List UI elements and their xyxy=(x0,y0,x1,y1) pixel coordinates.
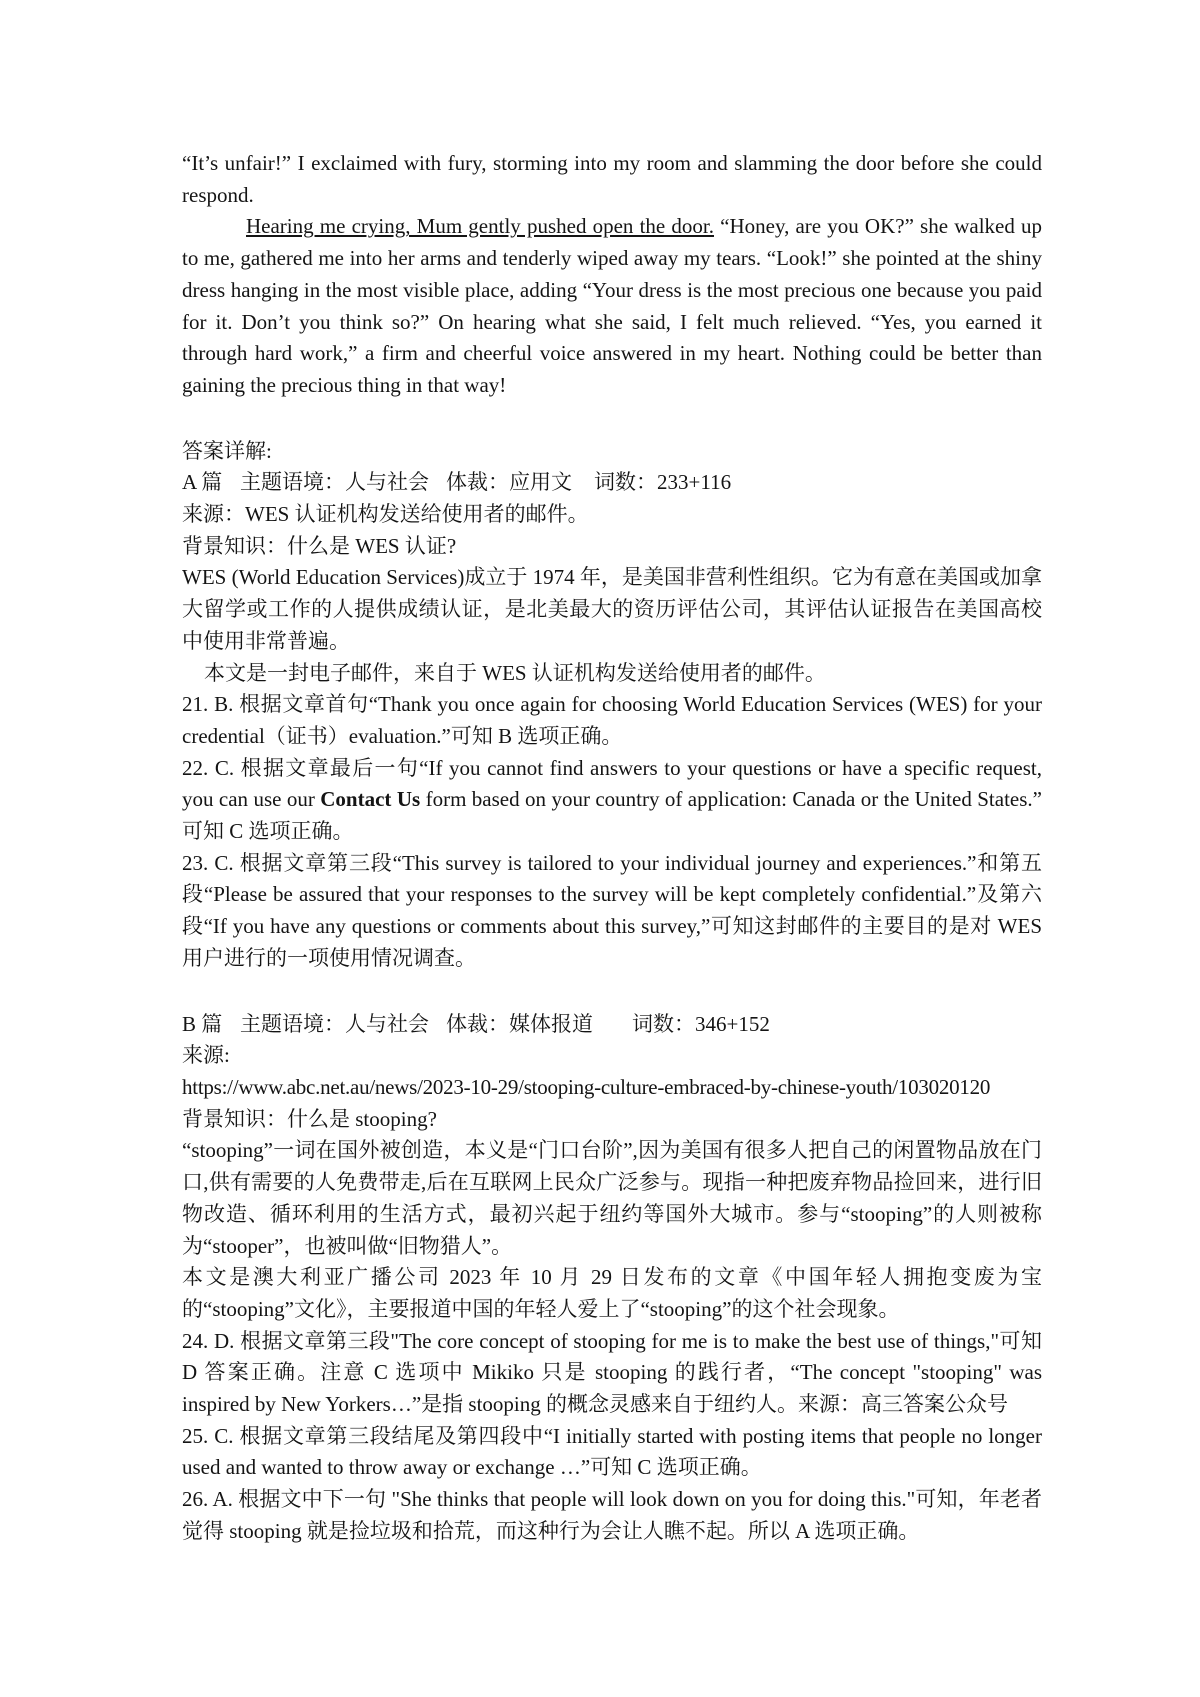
answer-23: 23. C. 根据文章第三段“This survey is tailored to your individual journey and experiences.”和第五段“Please be assured that your responses to the survey will be kept completely confidential.”及第六段“If you have any questions or comments about this survey,”可知这封邮件的主要目的是对 WES 用户进行的一项使用情况调查。 xyxy=(182,850,1042,970)
passage-b-background-text: “stooping”一词在国外被创造，本义是“门口台阶”,因为美国有很多人把自己的闲置物品放在门口,供有需要的人免费带走,后在互联网上民众广泛参与。现指一种把废弃物品捡回来，进行旧物改造、循环利用的生活方式，最初兴起于纽约等国外大城市。参与“stooping”的人则被称为“stooper”，也被叫做“旧物猎人”。 xyxy=(182,1138,1042,1258)
passage-a-words: 词数：233+116 xyxy=(594,470,732,495)
passage-b-theme: 主题语境：人与社会 xyxy=(240,1011,429,1036)
answer-22 xyxy=(182,753,1042,848)
answer-26: 26. A. 根据文中下一句 "She thinks that people will look down on you for doing this."可知，年老者觉得 stooping 就是捡垃圾和拾荒，而这种行为会让人瞧不起。所以 A 选项正确。 xyxy=(182,1487,1042,1543)
passage-a-intro: 本文是一封电子邮件，来自于 WES 认证机构发送给使用者的邮件。 xyxy=(204,660,826,685)
passage-a-background-title: 背景知识：什么是 WES 认证? xyxy=(182,533,457,558)
passage-b-words: 词数：346+152 xyxy=(632,1011,770,1036)
story-paragraph-2-rest: “Honey, are you OK?” she walked up to me, gathered me into her arms and tenderly wiped away my tears. “Look!” she pointed at the shiny dress hanging in the most visible place, adding “Your dress is the most precious one because you paid for it. Don’t you think so?” On hearing what she said, I felt much relieved. “Yes, you earned it through hard work,” a firm and cheerful voice answered in my heart. Nothing could be better than gaining the precious thing in that way! xyxy=(182,214,1042,397)
passage-b-source-url: https://www.abc.net.au/news/2023-10-29/stooping-culture-embraced-by-chinese-youth/103020120 xyxy=(182,1074,991,1099)
answers-heading: 答案详解: xyxy=(182,438,272,463)
passage-b-background-title: 背景知识：什么是 stooping? xyxy=(182,1106,437,1131)
underlined-sentence: Hearing me crying, Mum gently pushed open the door. xyxy=(246,214,714,239)
passage-b-source-label: 来源: xyxy=(182,1043,230,1068)
passage-a-background-text: WES (World Education Services)成立于 1974 年，是美国非营利性组织。它为有意在美国或加拿大留学或工作的人提供成绩认证，是北美最大的资历评估公司，其评估认证报告在美国高校中使用非常普遍。 xyxy=(182,565,1042,653)
answer-24: 24. D. 根据文章第三段"The core concept of stooping for me is to make the best use of things,"可知 D 答案正确。注意 C 选项中 Mikiko 只是 stooping 的践行者，“The concept "stooping" was inspired by New Yorkers…”是指 stooping 的概念灵感来自于纽约人。来源：高三答案公众号 xyxy=(182,1328,1042,1417)
answer-22-text-1: 22. C. 根据文章最后一句“If you cannot find answers to your questions or have a specific request, you can use our xyxy=(182,755,1042,812)
passage-a-source: 来源：WES 认证机构发送给使用者的邮件。 xyxy=(182,502,589,527)
answer-22-text-2: form based on your country of application: Canada or the United States.” 可知 C 选项正确。 xyxy=(182,787,1042,844)
passage-b-meta xyxy=(182,1009,1042,1041)
passage-a-meta xyxy=(182,467,1042,499)
passage-b-intro: 本文是澳大利亚广播公司 2023 年 10 月 29 日发布的文章《中国年轻人拥抱变废为宝的“stooping”文化》，主要报道中国的年轻人爱上了“stooping”的这个社会现象。 xyxy=(182,1265,1042,1321)
answer-21: 21. B. 根据文章首句“Thank you once again for choosing World Education Services (WES) for your credential（证书）evaluation.”可知 B 选项正确。 xyxy=(182,692,1042,748)
answer-25: 25. C. 根据文章第三段结尾及第四段中“I initially started with posting items that people no longer used and wanted to throw away or exchange …”可知 C 选项正确。 xyxy=(182,1423,1042,1480)
passage-a-genre: 体裁：应用文 xyxy=(446,470,572,495)
passage-a-theme: 主题语境：人与社会 xyxy=(240,470,429,495)
passage-a-title: A 篇 xyxy=(182,470,223,495)
passage-b-title: B 篇 xyxy=(182,1011,223,1036)
contact-us-bold: Contact Us xyxy=(320,787,421,812)
passage-b-genre: 体裁：媒体报道 xyxy=(446,1011,593,1036)
story-paragraph-2 xyxy=(182,211,1042,401)
document-page xyxy=(182,148,1042,1548)
story-paragraph-1: “It’s unfair!” I exclaimed with fury, storming into my room and slamming the door before she could respond. xyxy=(182,151,1042,207)
